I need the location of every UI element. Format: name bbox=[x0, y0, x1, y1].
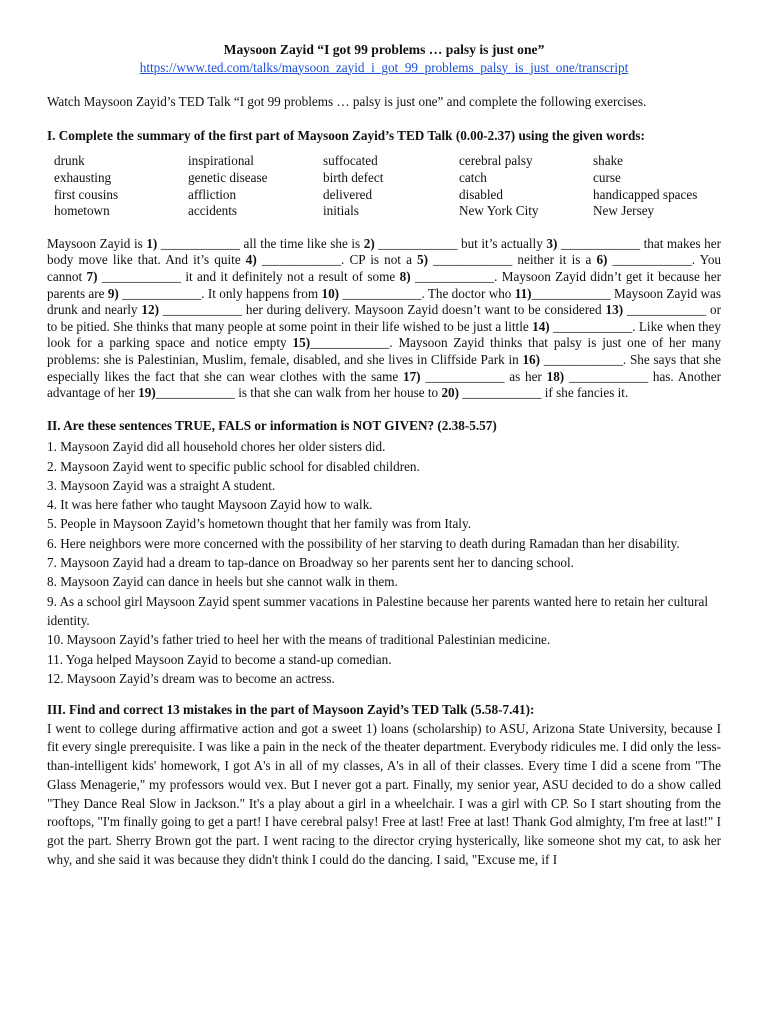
blank-number: 7) bbox=[86, 268, 98, 284]
word-bank-item: accidents bbox=[188, 203, 238, 219]
intro-paragraph: Watch Maysoon Zayid’s TED Talk “I got 99 problems … palsy is just one” and complete the following exercises. bbox=[47, 94, 647, 110]
word-bank-item: suffocated bbox=[323, 153, 378, 169]
summary-text: ____________ that makes her body move like that. And it’s quite bbox=[47, 235, 721, 268]
word-bank-item: New York City bbox=[459, 203, 539, 219]
blank-number: 2) bbox=[363, 235, 375, 251]
statement-item: 1. Maysoon Zayid did all household chores her older sisters did. bbox=[47, 439, 386, 455]
word-bank-item: first cousins bbox=[54, 186, 119, 202]
blank-number: 5) bbox=[417, 252, 429, 268]
section-2-heading: II. Are these sentences TRUE, FALS or information is NOT GIVEN? (2.38-5.57) bbox=[47, 417, 497, 433]
summary-text: ____________ her during delivery. Maysoon Zayid doesn’t want to be considered bbox=[159, 302, 606, 318]
page-title: Maysoon Zayid “I got 99 problems … palsy is just one” bbox=[223, 42, 545, 57]
summary-text: Maysoon Zayid is bbox=[47, 235, 147, 251]
word-bank-item: inspirational bbox=[188, 153, 254, 169]
blank-number: 14) bbox=[532, 318, 550, 334]
blank-number: 19) bbox=[138, 385, 156, 401]
section-3-heading: III. Find and correct 13 mistakes in the part of Maysoon Zayid’s TED Talk (5.58-7.41): bbox=[47, 702, 535, 718]
blank-number: 18) bbox=[546, 368, 565, 384]
statement-item: 8. Maysoon Zayid can dance in heels but she cannot walk in them. bbox=[47, 574, 398, 590]
blank-number: 12) bbox=[141, 302, 159, 318]
summary-text: ____________ has. Another advantage of her bbox=[47, 368, 721, 401]
blank-number: 11) bbox=[514, 285, 532, 301]
blank-number: 1) bbox=[146, 235, 158, 251]
word-bank-item: affliction bbox=[188, 186, 237, 202]
summary-text: ____________ as her bbox=[420, 368, 547, 384]
worksheet-page bbox=[47, 42, 721, 869]
statement-item: 4. It was here father who taught Maysoon Zayid how to walk. bbox=[47, 497, 373, 513]
statement-item: 12. Maysoon Zayid’s dream was to become an actress. bbox=[47, 670, 335, 686]
blank-number: 16) bbox=[522, 351, 541, 367]
word-bank-item: disabled bbox=[459, 186, 503, 202]
word-bank-item: cerebral palsy bbox=[459, 153, 533, 169]
statement-item: 6. Here neighbors were more concerned with the possibility of her starving to death during Ramadan than her disability. bbox=[47, 535, 680, 551]
summary-text: ____________ all the time like she is bbox=[157, 235, 364, 251]
word-bank-item: drunk bbox=[54, 153, 85, 169]
word-bank-item: exhausting bbox=[54, 169, 112, 185]
section-1-heading: I. Complete the summary of the first part of Maysoon Zayid’s TED Talk (0.00-2.37) using the given words: bbox=[47, 127, 645, 143]
summary-text: ____________ Maysoon Zayid was drunk and nearly bbox=[47, 285, 721, 318]
statement-item: 9. As a school girl Maysoon Zayid spent summer vacations in Palestine because her parents wanted here to retain her cultural identity. bbox=[47, 593, 709, 628]
blank-number: 8) bbox=[399, 268, 411, 284]
blank-number: 3) bbox=[546, 235, 558, 251]
blank-number: 20) bbox=[441, 385, 460, 401]
mistakes-passage: I went to college during affirmative action and got a sweet 1) loans (scholarship) to ASU, Arizona State University, because I fit every single prerequisite. I was like a pain in the neck of the theater department. Everybody ridicules me. I did only the less-than-intelligent kids' homework, I got A's in all of my classes, A's in all of their classes. Every time I did a scene from "The Glass Menagerie," my professors would vex. But I never got a part. Finally, my senior year, ASU decided to do a show called "They Dance Real Slow in Jackson." It's a play about a girl in a wheelchair. I was a girl with CP. So I start shouting from the rooftops, "I'm finally going to get a part! I have cerebral palsy! Free at last! Free at last! Thank God almighty, I'm free at last!" I got the part. Sherry Brown got the part. I went racing to the director crying hysterically, like someone shot my cat, to ask her why, and she said it was because they didn't think I could do the dancing. I said, "Excuse me, if I bbox=[47, 720, 721, 867]
word-bank-item: handicapped spaces bbox=[593, 186, 698, 202]
word-bank-item: New Jersey bbox=[593, 203, 655, 219]
summary-text: ____________. Maysoon Zayid thinks that palsy is just one of her many problems: she is Palestinian, Muslim, female, disabled, and she lives in Cliffside Park in bbox=[47, 335, 721, 367]
summary-text: ____________. Like when they look for a parking space and notice empty bbox=[47, 318, 722, 351]
summary-text: ____________. It only happens from bbox=[118, 285, 322, 301]
blank-number: 9) bbox=[107, 285, 119, 301]
summary-text: ____________. You cannot bbox=[47, 252, 722, 284]
word-bank-item: birth defect bbox=[323, 169, 384, 185]
summary-text: ____________. She says that she especially likes the fact that she can wear clothes with the same bbox=[47, 351, 721, 384]
summary-text: ____________. The doctor who bbox=[339, 285, 515, 301]
word-bank-item: hometown bbox=[54, 203, 110, 219]
summary-text: ____________ it and it definitely not a result of some bbox=[97, 268, 400, 284]
statement-item: 3. Maysoon Zayid was a straight A student. bbox=[47, 477, 276, 493]
blank-number: 4) bbox=[245, 252, 257, 268]
word-bank-item: shake bbox=[593, 153, 624, 169]
summary-text: ____________. CP is not a bbox=[256, 252, 418, 268]
blank-number: 13) bbox=[605, 302, 624, 318]
word-bank-item: catch bbox=[459, 169, 487, 185]
word-bank-item: genetic disease bbox=[188, 169, 268, 185]
summary-text: ____________ if she fancies it. bbox=[459, 385, 629, 401]
blank-number: 6) bbox=[596, 252, 608, 268]
statement-item: 2. Maysoon Zayid went to specific public school for disabled children. bbox=[47, 458, 420, 474]
summary-paragraph bbox=[47, 236, 721, 402]
blank-number: 17) bbox=[402, 368, 421, 384]
word-bank-item: delivered bbox=[323, 186, 373, 202]
transcript-link[interactable]: https://www.ted.com/talks/maysoon_zayid_i_got_99_problems_palsy_is_just_one/transcript bbox=[139, 59, 629, 75]
summary-text: ____________. Maysoon Zayid didn’t get it because her parents are bbox=[47, 268, 721, 301]
word-bank-item: initials bbox=[323, 203, 359, 219]
word-bank-item: curse bbox=[593, 169, 621, 185]
summary-text: ____________ but it’s actually bbox=[374, 235, 547, 251]
blank-number: 15) bbox=[292, 335, 311, 351]
word-bank bbox=[54, 153, 721, 219]
summary-text: ____________ or to be pitied. She thinks that many people at some point in their life wished to be just a little bbox=[47, 302, 721, 334]
transcript-link-row bbox=[47, 60, 721, 77]
summary-text: ____________ is that she can walk from her house to bbox=[155, 385, 442, 401]
statement-item: 5. People in Maysoon Zayid’s hometown thought that her family was from Italy. bbox=[47, 516, 472, 532]
statement-item: 10. Maysoon Zayid’s father tried to heel her with the means of traditional Palestinian medicine. bbox=[47, 632, 551, 648]
statement-item: 11. Yoga helped Maysoon Zayid to become a stand-up comedian. bbox=[47, 651, 392, 667]
true-false-list bbox=[47, 437, 721, 688]
blank-number: 10) bbox=[321, 285, 340, 301]
statement-item: 7. Maysoon Zayid had a dream to tap-dance on Broadway so her parents sent her to dancing school. bbox=[47, 555, 574, 571]
summary-text: ____________ neither it is a bbox=[428, 252, 597, 268]
